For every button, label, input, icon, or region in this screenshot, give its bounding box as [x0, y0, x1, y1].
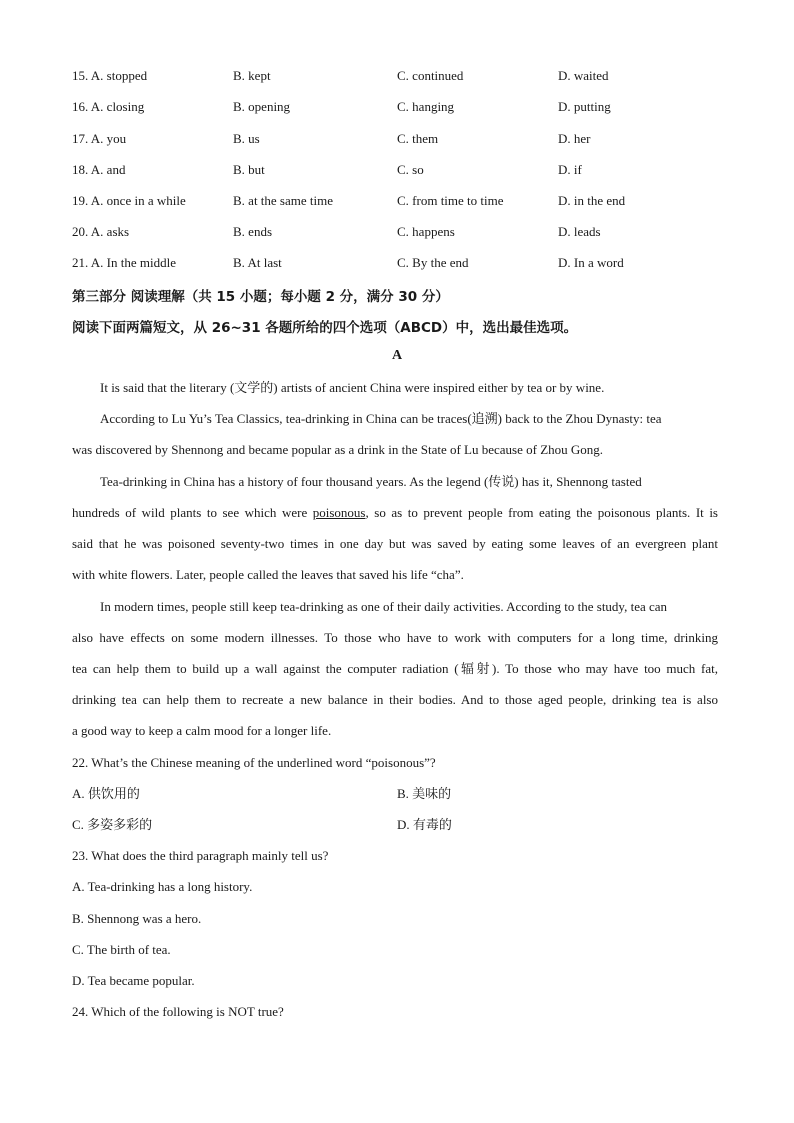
passage-paragraph-3-line: Tea-drinking in China has a history of four thousand years. As the legend (传说) has it, Shennong tasted [100, 474, 642, 489]
passage-paragraph-4-line: In modern times, people still keep tea-drinking as one of their daily activities. According to the study, tea can [100, 599, 668, 614]
question-23-option-c: C. The birth of tea. [72, 942, 171, 957]
option-row-21 [0, 253, 794, 273]
passage-paragraph-4-line: tea can help them to build up a wall against the computer radiation (辐射). To those who may have too much fat, [72, 661, 718, 676]
option-d: D. if [558, 162, 582, 177]
passage-paragraph-3-line: said that he was poisoned seventy-two times in one day but was saved by eating some leaves of an evergreen plant [72, 536, 718, 551]
option-a: 21. A. In the middle [72, 255, 176, 270]
section-instruction: 阅读下面两篇短文，从 26~31 各题所给的四个选项（ABCD）中，选出最佳选项。 [72, 320, 578, 336]
question-23-option-b: B. Shennong was a hero. [72, 911, 202, 926]
option-b: B. ends [233, 224, 272, 239]
passage-paragraph-4-line: a good way to keep a calm mood for a longer life. [72, 723, 332, 738]
passage-paragraph-4-line: also have effects on some modern illnesses. To those who have to work with computers for a long time, drinking [72, 630, 718, 645]
option-a: 16. A. closing [72, 99, 145, 114]
option-b: B. at the same time [233, 193, 334, 208]
option-c: C. By the end [397, 255, 469, 270]
option-row-17 [0, 129, 794, 149]
passage-paragraph-3-line: with white flowers. Later, people called the leaves that saved his life “cha”. [72, 567, 464, 582]
option-row-16 [0, 97, 794, 117]
passage-title: A [391, 348, 403, 363]
option-d: D. putting [558, 99, 611, 114]
passage-paragraph-4-line: drinking tea can help them to recreate a new balance in their bodies. And to those aged people, drinking tea is also [72, 692, 718, 707]
question-23-option-a: A. Tea-drinking has a long history. [72, 879, 253, 894]
option-row-15 [0, 66, 794, 86]
option-a: 15. A. stopped [72, 68, 148, 83]
option-b: B. opening [233, 99, 291, 114]
option-c: C. happens [397, 224, 455, 239]
option-c: C. from time to time [397, 193, 504, 208]
question-22-option-d: D. 有毒的 [397, 817, 452, 832]
question-24-stem: 24. Which of the following is NOT true? [72, 1004, 284, 1019]
option-a: 20. A. asks [72, 224, 130, 239]
option-row-19 [0, 191, 794, 211]
passage-paragraph-2-line: According to Lu Yu’s Tea Classics, tea-drinking in China can be traces(追溯) back to the Zhou Dynasty: tea [100, 411, 662, 426]
text-segment: hundreds of wild plants to see which were [72, 505, 313, 520]
question-22-option-a: A. 供饮用的 [72, 786, 140, 801]
option-b: B. kept [233, 68, 271, 83]
option-a: 18. A. and [72, 162, 126, 177]
option-d: D. leads [558, 224, 601, 239]
option-d: D. waited [558, 68, 609, 83]
underlined-word: poisonous [312, 505, 366, 520]
option-c: C. them [397, 131, 439, 146]
option-b: B. us [233, 131, 260, 146]
option-b: B. but [233, 162, 265, 177]
option-a: 17. A. you [72, 131, 127, 146]
option-row-18 [0, 160, 794, 180]
passage-paragraph-3-line [72, 503, 718, 523]
option-d: D. her [558, 131, 591, 146]
passage-paragraph-2-line: was discovered by Shennong and became popular as a drink in the State of Lu because of Zhou Gong. [72, 442, 604, 457]
section-heading: 第三部分 阅读理解（共 15 小题；每小题 2 分，满分 30 分） [72, 289, 449, 305]
question-22-option-c: C. 多姿多彩的 [72, 817, 153, 832]
text-segment: , so as to prevent people from eating the poisonous plants. It is [365, 505, 718, 520]
question-22-option-b: B. 美味的 [397, 786, 452, 801]
option-c: C. so [397, 162, 424, 177]
option-row-20 [0, 222, 794, 242]
option-d: D. in the end [558, 193, 626, 208]
question-23-option-d: D. Tea became popular. [72, 973, 195, 988]
option-c: C. continued [397, 68, 464, 83]
option-d: D. In a word [558, 255, 624, 270]
question-23-stem: 23. What does the third paragraph mainly tell us? [72, 848, 329, 863]
option-c: C. hanging [397, 99, 455, 114]
option-b: B. At last [233, 255, 282, 270]
option-a: 19. A. once in a while [72, 193, 186, 208]
question-22-stem: 22. What’s the Chinese meaning of the underlined word “poisonous”? [72, 755, 436, 770]
passage-paragraph-1: It is said that the literary (文学的) artists of ancient China were inspired either by tea or by wine. [100, 380, 605, 395]
